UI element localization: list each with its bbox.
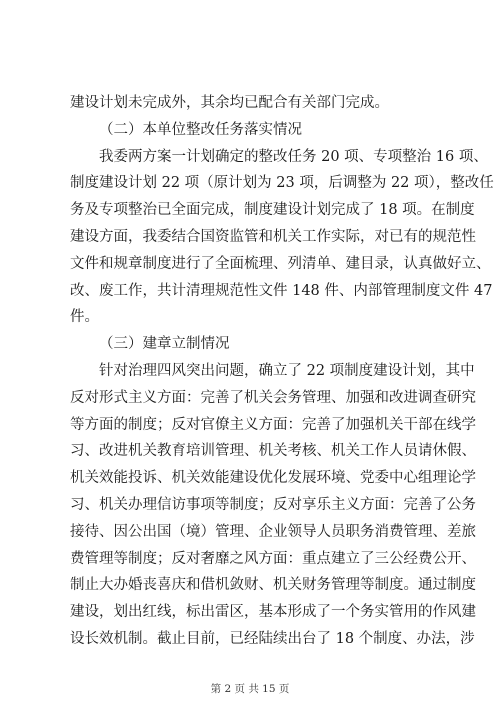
text-line: 针对治理四风突出问题，确立了 22 项制度建设计划，其中 (99, 362, 475, 379)
text-line: 件。 (70, 309, 99, 326)
text-line: 机关效能投诉、机关效能建设优化发展环境、党委中心组理论学 (70, 470, 476, 487)
text-line: 设长效机制。截止目前，已经陆续出台了 18 个制度、办法，涉 (70, 630, 475, 647)
text-line: 费管理等制度；反对奢靡之风方面：重点建立了三公经费公开、 (70, 550, 476, 567)
text-line: 制止大办婚丧喜庆和借机敛财、机关财务管理等制度。通过制度 (70, 577, 476, 594)
text-line: 习、改进机关教育培训管理、机关考核、机关工作人员请休假、 (70, 443, 476, 460)
text-line: 制度建设计划 22 项（原计划为 23 项，后调整为 22 项），整改任 (70, 175, 494, 192)
page-number-footer: 第 2 页 共 15 页 (210, 683, 290, 695)
text-line: 改、废工作，共计清理规范性文件 148 件、内部管理制度文件 47 (70, 282, 493, 299)
text-line: 建设计划未完成外，其余均已配合有关部门完成。 (70, 95, 389, 111)
text-line: 建设方面，我委结合国资监管和机关工作实际，对已有的规范性 (70, 228, 476, 245)
text-line: 反对形式主义方面：完善了机关会务管理、加强和改进调查研究 (70, 389, 476, 406)
text-line: 务及专项整治已全面完成，制度建设计划完成了 18 项。在制度 (70, 202, 475, 219)
text-line: 接待、因公出国（境）管理、企业领导人员职务消费管理、差旅 (70, 523, 476, 540)
text-line: 习、机关办理信访事项等制度；反对享乐主义方面：完善了公务 (70, 496, 476, 513)
section-heading: （三）建章立制情况 (99, 336, 230, 353)
text-line: 建设，划出红线，标出雷区，基本形成了一个务实管用的作风建 (70, 604, 476, 621)
section-heading: （二）本单位整改任务落实情况 (99, 121, 302, 138)
text-line: 等方面的制度；反对官僚主义方面：完善了加强机关干部在线学 (70, 416, 476, 433)
document-body (70, 90, 494, 653)
text-line: 我委两方案一计划确定的整改任务 20 项、专项整治 16 项、 (99, 148, 488, 165)
text-line: 文件和规章制度进行了全面梳理、列清单、建目录，认真做好立、 (70, 255, 491, 272)
